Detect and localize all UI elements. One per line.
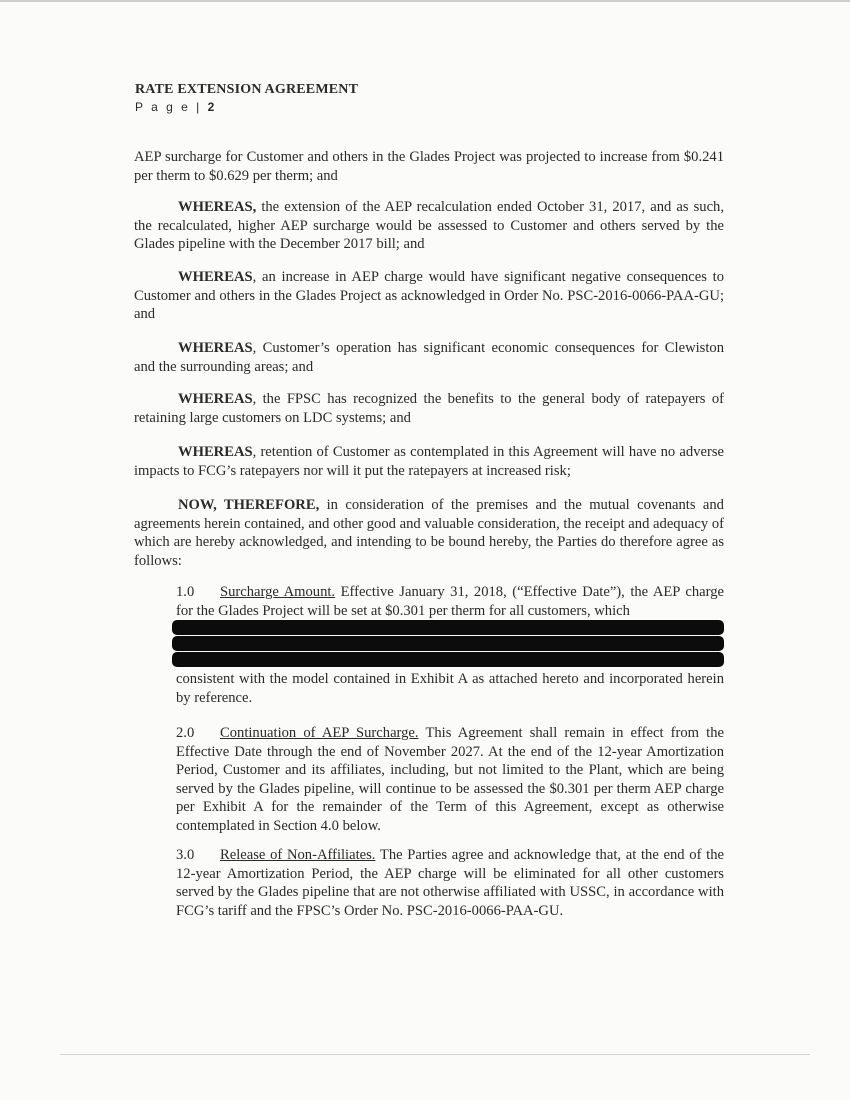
section-3-release-of-non-affiliates <box>176 846 724 920</box>
section-text: consistent with the model contained in Exhibit A as attached hereto and incorporated herein by reference. <box>176 671 724 706</box>
section-number: 2.0 <box>176 725 195 741</box>
section-1-surcharge-amount <box>176 583 724 620</box>
paragraph-text: , retention of Customer as contemplated in this Agreement will have no adverse impacts to FCG’s ratepayers nor will it put the ratepayers at increased risk; <box>134 444 724 479</box>
page-number: 2 <box>207 100 215 114</box>
section-number: 1.0 <box>176 584 195 600</box>
whereas-lead: WHEREAS <box>178 444 253 460</box>
paragraph-whereas-2 <box>134 268 724 324</box>
whereas-lead: WHEREAS <box>178 391 253 407</box>
paragraph-text: AEP surcharge for Customer and others in the Glades Project was projected to increase from $0.241 per therm to $0.629 per therm; and <box>134 149 724 184</box>
redaction-bar <box>172 652 724 667</box>
redaction-bar <box>172 620 724 635</box>
scan-bottom-line <box>60 1054 810 1055</box>
whereas-lead: WHEREAS <box>178 269 253 285</box>
paragraph-continuation <box>134 148 724 185</box>
paragraph-whereas-4 <box>134 390 724 427</box>
section-heading: Continuation of AEP Surcharge. <box>220 725 419 741</box>
scan-top-edge <box>0 0 850 2</box>
section-2-continuation-of-aep-surcharge <box>176 724 724 835</box>
section-text: Effective January 31, 2018, (“Effective Date”), the AEP charge for the Glades Project will be set at $0.301 per therm for all customers, which <box>176 584 724 619</box>
section-text: The Parties agree and acknowledge that, at the end of the 12-year Amortization Period, the AEP charge will be eliminated for all other customers served by the Glades pipeline that are not otherwise affiliated with USSC, in accordance with FCG’s tariff and the FPSC’s Order No. PSC-2016-0066-PAA-GU. <box>176 847 725 919</box>
document-title: RATE EXTENSION AGREEMENT <box>135 82 359 97</box>
whereas-lead: WHEREAS, <box>178 199 257 215</box>
paragraph-text: , the FPSC has recognized the benefits to the general body of ratepayers of retaining large customers on LDC systems; and <box>134 391 724 426</box>
page-label: P a g e | <box>135 100 202 114</box>
redaction-bar <box>172 636 724 651</box>
paragraph-text: the extension of the AEP recalculation ended October 31, 2017, and as such, the recalculated, higher AEP surcharge would be assessed to Customer and others served by the Glades pipeline with the December 2017 bill; and <box>134 199 724 252</box>
whereas-lead: WHEREAS <box>178 340 253 356</box>
paragraph-whereas-1 <box>134 198 724 254</box>
paragraph-now-therefore <box>134 496 724 570</box>
section-text: This Agreement shall remain in effect from the Effective Date through the end of November 2027. At the end of the 12-year Amortization Period, Customer and its affiliates, including, but not limited to the Plant, which are being served by the Glades pipeline, will continue to be assessed the $0.301 per therm AEP charge per Exhibit A for the remainder of the Term of this Agreement, except as otherwise contemplated in Section 4.0 below. <box>176 725 724 834</box>
section-number: 3.0 <box>176 847 195 863</box>
now-therefore-lead: NOW, THEREFORE, <box>178 497 320 513</box>
section-heading: Release of Non-Affiliates. <box>220 847 376 863</box>
paragraph-whereas-3 <box>134 339 724 376</box>
section-heading: Surcharge Amount. <box>220 584 336 600</box>
paragraph-text: in consideration of the premises and the mutual covenants and agreements herein contained, and other good and valuable consideration, the receipt and adequacy of which are hereby acknowledged, and intending to be bound hereby, the Parties do therefore agree as follows: <box>134 497 724 569</box>
page-number-label <box>135 100 214 114</box>
section-1-continuation <box>176 670 724 707</box>
paragraph-text: , Customer’s operation has significant economic consequences for Clewiston and the surrounding areas; and <box>134 340 724 375</box>
paragraph-whereas-5 <box>134 443 724 480</box>
paragraph-text: , an increase in AEP charge would have significant negative consequences to Customer and others in the Glades Project as acknowledged in Order No. PSC-2016-0066-PAA-GU; and <box>134 269 724 322</box>
